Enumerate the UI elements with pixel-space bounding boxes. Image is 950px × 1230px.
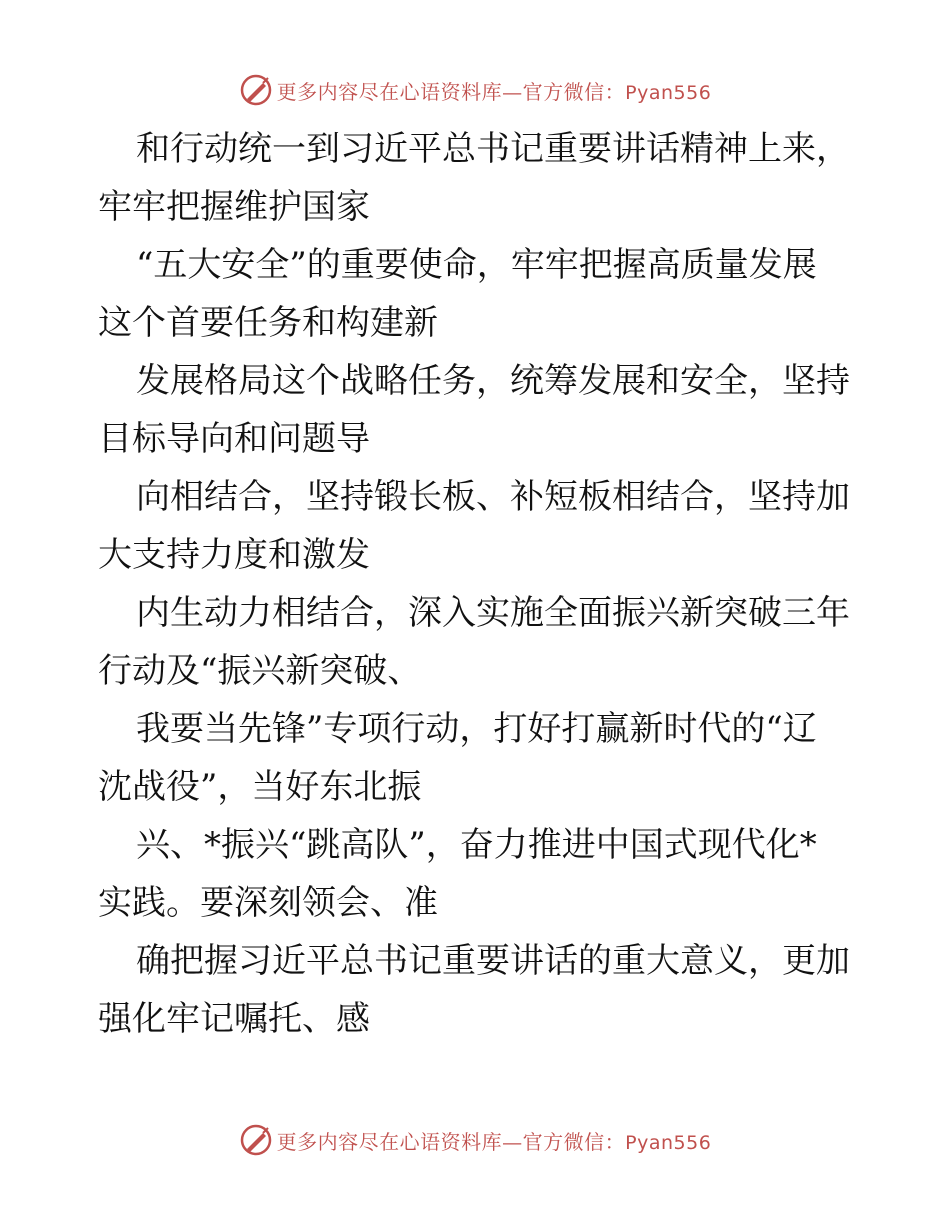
body-line: 强化牢记嘱托、感 xyxy=(98,999,370,1039)
body-line: 确把握习近平总书记重要讲话的重大意义，更加 xyxy=(136,941,850,981)
header-watermark xyxy=(0,72,950,108)
watermark-text: 更多内容尽在心语资料库—官方微信：Pyan556 xyxy=(276,79,712,104)
body-line: 行动及“振兴新突破、 xyxy=(98,651,422,691)
body-line: 内生动力相结合，深入实施全面振兴新突破三年 xyxy=(136,593,850,633)
body-line: 沈战役”，当好东北振 xyxy=(98,767,422,807)
watermark-text: 更多内容尽在心语资料库—官方微信：Pyan556 xyxy=(276,1129,712,1154)
body-line: 发展格局这个战略任务，统筹发展和安全，坚持 xyxy=(136,361,850,401)
body-line: 实践。要深刻领会、准 xyxy=(98,883,438,923)
body-line: 和行动统一到习近平总书记重要讲话精神上来， xyxy=(136,129,850,169)
footer-watermark xyxy=(0,1122,950,1158)
body-line: 这个首要任务和构建新 xyxy=(98,303,438,343)
document-body xyxy=(98,120,868,1048)
quill-logo-icon xyxy=(239,73,273,107)
body-line: “五大安全”的重要使命，牢牢把握高质量发展 xyxy=(136,245,817,285)
body-line: 牢牢把握维护国家 xyxy=(98,187,370,227)
body-line: 大支持力度和激发 xyxy=(98,535,370,575)
body-line: 兴、*振兴“跳高队”，奋力推进中国式现代化* xyxy=(136,825,817,865)
body-line: 我要当先锋”专项行动，打好打赢新时代的“辽 xyxy=(136,709,817,749)
watermark-id: Pyan556 xyxy=(625,81,712,104)
body-line: 目标导向和问题导 xyxy=(98,419,370,459)
quill-logo-icon xyxy=(239,1123,273,1157)
watermark-id: Pyan556 xyxy=(625,1131,712,1154)
body-line: 向相结合，坚持锻长板、补短板相结合，坚持加 xyxy=(136,477,850,517)
